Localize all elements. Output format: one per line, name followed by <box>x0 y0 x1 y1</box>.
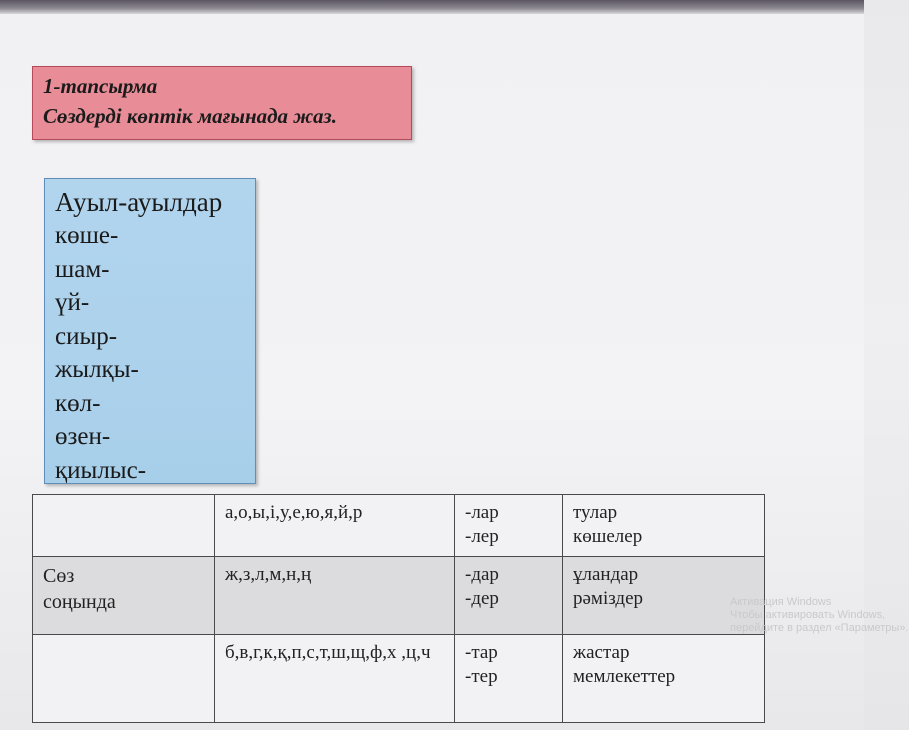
word-item: көше- <box>55 222 119 249</box>
word-item: қиылыс- <box>55 456 147 484</box>
table-cell-empty <box>33 495 215 557</box>
suffix-front: -дер <box>465 588 499 609</box>
screen-top-edge <box>0 0 864 14</box>
watermark-line: Активация Windows <box>730 596 832 608</box>
plural-endings-table <box>32 494 765 723</box>
task-header-box <box>32 66 412 140</box>
example-word: рәміздер <box>573 588 643 609</box>
suffix-back: -тар <box>465 642 498 663</box>
table-row <box>33 557 765 635</box>
suffix-cell <box>455 557 563 635</box>
word-item: сиыр- <box>55 322 118 350</box>
suffix-back: -дар <box>465 564 499 585</box>
word-end-label-cell <box>33 557 215 635</box>
example-word: тулар <box>573 502 618 523</box>
example-word: мемлекеттер <box>573 666 676 687</box>
table-row <box>33 635 765 723</box>
windows-activation-watermark <box>730 596 909 635</box>
example-word: жастар <box>573 642 630 663</box>
table-cell-empty <box>33 635 215 723</box>
example-cell <box>563 495 765 557</box>
word-list-box <box>44 178 256 484</box>
task-title: 1-тапсырма <box>43 74 158 98</box>
word-item: шам- <box>55 255 110 283</box>
watermark-line: перейдите в раздел «Параметры». <box>730 622 909 634</box>
suffix-front: -тер <box>465 666 498 687</box>
example-cell <box>563 635 765 723</box>
example-word: көшелер <box>573 526 643 547</box>
watermark-line: Чтобы активировать Windows, <box>730 609 886 621</box>
letters-cell: б,в,г,к,қ,п,с,т,ш,щ,ф,х ,ц,ч <box>215 635 455 723</box>
example-word: ұландар <box>573 564 639 585</box>
word-item: көл- <box>55 389 101 417</box>
letters-cell: ж,з,л,м,н,ң <box>215 557 455 635</box>
suffix-front: -лер <box>465 526 499 547</box>
word-item: үй- <box>55 289 90 316</box>
suffix-back: -лар <box>465 502 499 523</box>
suffix-cell <box>455 635 563 723</box>
suffix-cell <box>455 495 563 557</box>
letters-cell: а,о,ы,і,у,е,ю,я,й,р <box>215 495 455 557</box>
word-item: өзен- <box>55 423 111 450</box>
task-instruction: Сөздерді көптік мағынада жаз. <box>43 104 337 128</box>
label-line: Сөз <box>43 565 75 587</box>
word-item: жылқы- <box>55 356 139 383</box>
word-item: Ауыл-ауылдар <box>55 187 223 217</box>
table-row <box>33 495 765 557</box>
label-line: соңында <box>43 591 116 613</box>
